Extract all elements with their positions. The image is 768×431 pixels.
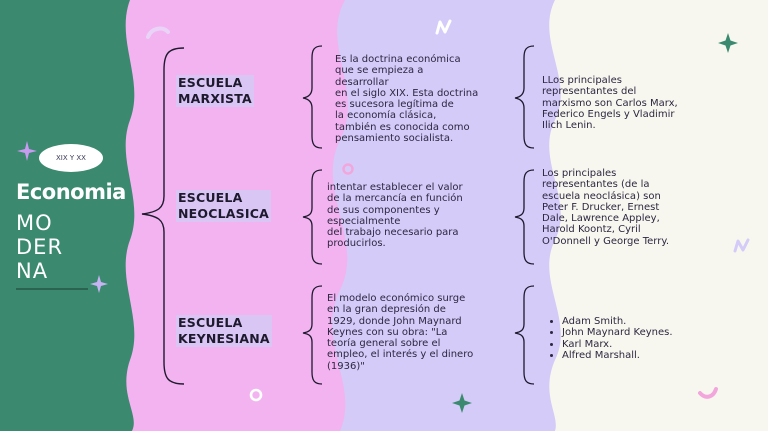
ring-icon <box>248 387 264 403</box>
arc-icon <box>697 383 719 401</box>
marxista-description: Es la doctrina económica que se empieza a desarrollar en el siglo XIX. Esta doctrina es sucesora legítima de la economía clásica, también es conocida como pensamiento socialista. <box>335 54 479 145</box>
squiggle-icon <box>732 236 752 254</box>
school-marxista-label: ESCUELA MARXISTA <box>178 75 252 106</box>
era-badge <box>39 144 103 172</box>
list-item: • Alfred Marshall. <box>562 350 673 361</box>
neoclasica-description: intentar establecer el valor de la mercancía en función de sus componentes y especialmente del trabajo necesario para producirlos. <box>327 182 463 250</box>
school-neoclasica-label: ESCUELA NEOCLASICA <box>178 190 269 221</box>
list-item: • John Maynard Keynes. <box>562 327 673 338</box>
era-badge-label: XIX Y XX <box>56 154 86 162</box>
squiggle-icon <box>434 18 454 36</box>
sparkle-icon <box>16 140 38 162</box>
page-subtitle: MO DER NA <box>16 211 64 283</box>
marxista-representatives: LLos principales representantes del marxismo son Carlos Marx, Federico Engels y Vladimir Ilich Lenin. <box>542 75 678 132</box>
school-keynesiana-label: ESCUELA KEYNESIANA <box>178 315 270 346</box>
page-title: Economia <box>16 180 126 204</box>
keynesiana-description: El modelo económico surge en la gran depresión de 1929, donde John Maynard Keynes con su obra: "La teoría general sobre el empleo, el interés y el dinero (1936)" <box>327 293 474 372</box>
star-icon <box>451 392 473 414</box>
star-icon <box>89 274 109 294</box>
keynesiana-representatives-list <box>550 316 673 361</box>
list-item: • Adam Smith. <box>562 316 673 327</box>
arc-icon <box>145 24 171 40</box>
list-item: • Karl Marx. <box>562 339 673 350</box>
star-icon <box>717 32 739 54</box>
neoclasica-representatives: Los principales representantes (de la escuela neoclásica) son Peter F. Drucker, Ernest Dale, Lawrence Appley, Harold Koontz, Cyril O'Donnell y George Terry. <box>542 168 670 247</box>
ring-icon <box>341 162 355 176</box>
